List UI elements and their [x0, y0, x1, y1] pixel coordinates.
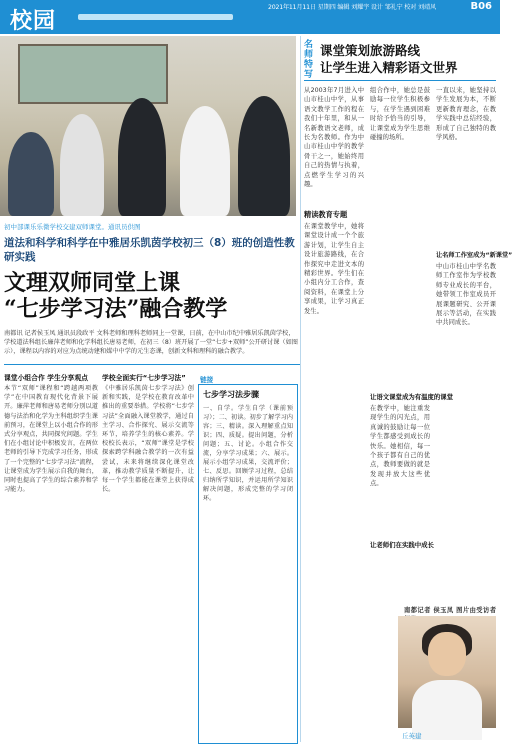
main-headline-line1: 文理双师同堂上课 — [4, 270, 181, 296]
student-figure — [60, 114, 104, 216]
right-headline-line2: 让学生进入精彩语文世界 — [320, 60, 458, 75]
portrait-face — [428, 632, 466, 676]
sidebar-title: 七步学习法步骤 — [203, 390, 259, 399]
teacher-figure — [238, 96, 290, 216]
teacher-figure — [118, 98, 166, 216]
student-figure — [180, 106, 230, 216]
author-line: 南都记者 侯玉凤 图片由受访者 — [404, 607, 496, 614]
deck-text: 南都讯 记者侯玉凤 通讯员段政平 文科老师和理科老师同上一堂课，日前，在中山市纪中雅居乐凯茵学校，学校道法科组长廉萍老师和化学科组长唐易老师，在初三（8）班开展了一堂“七步+双师”公开研讨课（如图示），课程以内容的对应为点统动建和媒中中学的元生态课，创新文科和理科的融合教学。 — [4, 330, 298, 355]
rule — [304, 80, 496, 81]
right-subhead: 让语文课堂成为有温度的课堂 — [370, 393, 454, 401]
main-headline — [4, 270, 300, 322]
right-col1-body: 在课堂教学中，她将课堂设计成一个个旅游计划，让学生自主设计旅游路线，在合作探究中走进文本的精彩世界。学生们在小组内分工合作，查阅资料，在课堂上分享成果，让学习真正发生。 — [304, 223, 364, 315]
photo-caption: 初中部课乐乐微学校交建双师课堂。通讯员供图 — [4, 223, 141, 231]
lead-headline: 道法和科学和科学在中雅居乐凯茵学校初三（8）班的创造性教研实践 — [4, 237, 295, 263]
link-label: 链接 — [200, 376, 214, 384]
student-figure — [8, 132, 54, 216]
classroom-photo — [0, 36, 296, 216]
right-subhead: 让老师们在实践中成长 — [370, 541, 434, 549]
right-col3-body: 中山市桂山中学名教师工作室作为学校教师专业成长的平台，她带领工作室成员开展课题研究、公开课展示等活动，在实践中共同成长。 — [436, 263, 496, 327]
right-col3-text: 一直以来，她坚持以学生发展为本，不断更新教育理念，在教学实践中总结经验，形成了自己独特的教学风格。 — [436, 87, 496, 142]
main-headline-line2: “七步学习法”融合教学 — [4, 296, 228, 322]
body-column-2: 《中雅居乐凯茵七步学习法》创新和实践，是学校在教育改革中推出的重要举措。学校将“七步学习法”全面融入课堂教学，通过自主学习、合作探究、展示交流等环节，培养学生的核心素养。学校校长表示，“双师”课堂是学校探索跨学科融合教学的一次有益尝试，未来将继续深化课堂改革，推动教学质量不断提升，让每一个学生都能在课堂上获得成长。 — [102, 385, 194, 494]
sub-heading: 课堂小组合作 学生分享观点 — [4, 374, 88, 382]
right-headline — [320, 42, 498, 76]
right-subhead: 让名师工作室成为“新课堂” — [436, 252, 512, 259]
portrait-caption: 丘英建 — [402, 732, 422, 740]
column-divider — [300, 36, 301, 742]
body-column-1: 本节“双师”课程和“跨越两项教学”在中国教育现代化背景下展开。廉萍老师和唐易老师分别以道德与法治和化学为主科组织学生课前预习，在课堂上以小组合作的形式分享观点，共同探究问题。学生们在小组讨论中积极发言，在两位老师的引导下完成学习任务，形成了一个完整的“七步学习法”流程，让课堂成为学生展示自我的舞台，同时也提高了学生的综合素养和学习能力。 — [4, 385, 98, 494]
date-line: 2021年11月11日 星期四 编辑 刘耀宇 设计 邹礼宁 校对 刘靖风 — [268, 4, 436, 11]
right-col2-text: 组合作中，她总是鼓励每一位学生积极参与，在学生遇到困难时给予恰当的引导，让课堂成为学生思维碰撞的场所。 — [370, 87, 430, 142]
sidebar-box — [198, 384, 298, 744]
portrait-photo — [398, 616, 496, 728]
rule — [4, 364, 300, 365]
header-banner — [0, 0, 500, 34]
right-subhead: 精读教育专题 — [304, 210, 348, 219]
right-col1-text: 从2003年7月进入中山市桂山中学，从事语文教学工作的程在我们十年里，和从一名新教语文老师，成长为名教师。作为中山市桂山中学的教学骨干之一，她始终用自己的热情与执着，点燃学生学习的兴趣。 — [304, 87, 364, 189]
portrait-shirt — [412, 680, 482, 740]
header-decor-bar — [78, 14, 233, 20]
blackboard — [18, 44, 168, 104]
section-title: 校园 — [10, 8, 57, 34]
sub-heading: 学校全面实行“七步学习法” — [102, 374, 186, 382]
right-headline-line1: 课堂策划旅游路线 — [320, 43, 421, 58]
page-number: B06 — [470, 1, 492, 12]
kicker-label: 名师特写 — [304, 40, 314, 80]
sidebar-body: 一、自学。学生自学（课前预习）；二、初读。初步了解学习内容；三、精读。深入理解重点知识；四、质疑。提出问题，分析问题；五、讨论。小组合作交流，分享学习成果；六、展示。展示小组学习成果，交流评价；七、反思。回顾学习过程，总结归纳所学知识，并运用所学知识解决问题，形成完整的学习闭环。 — [203, 405, 293, 502]
right-col2-body: 在教学中，她注重发现学生的闪光点，用真诚的鼓励让每一位学生都感受到成长的快乐。她相信，每一个孩子都有自己的优点，教师要做的就是发现并放大这些优点。 — [370, 405, 430, 488]
